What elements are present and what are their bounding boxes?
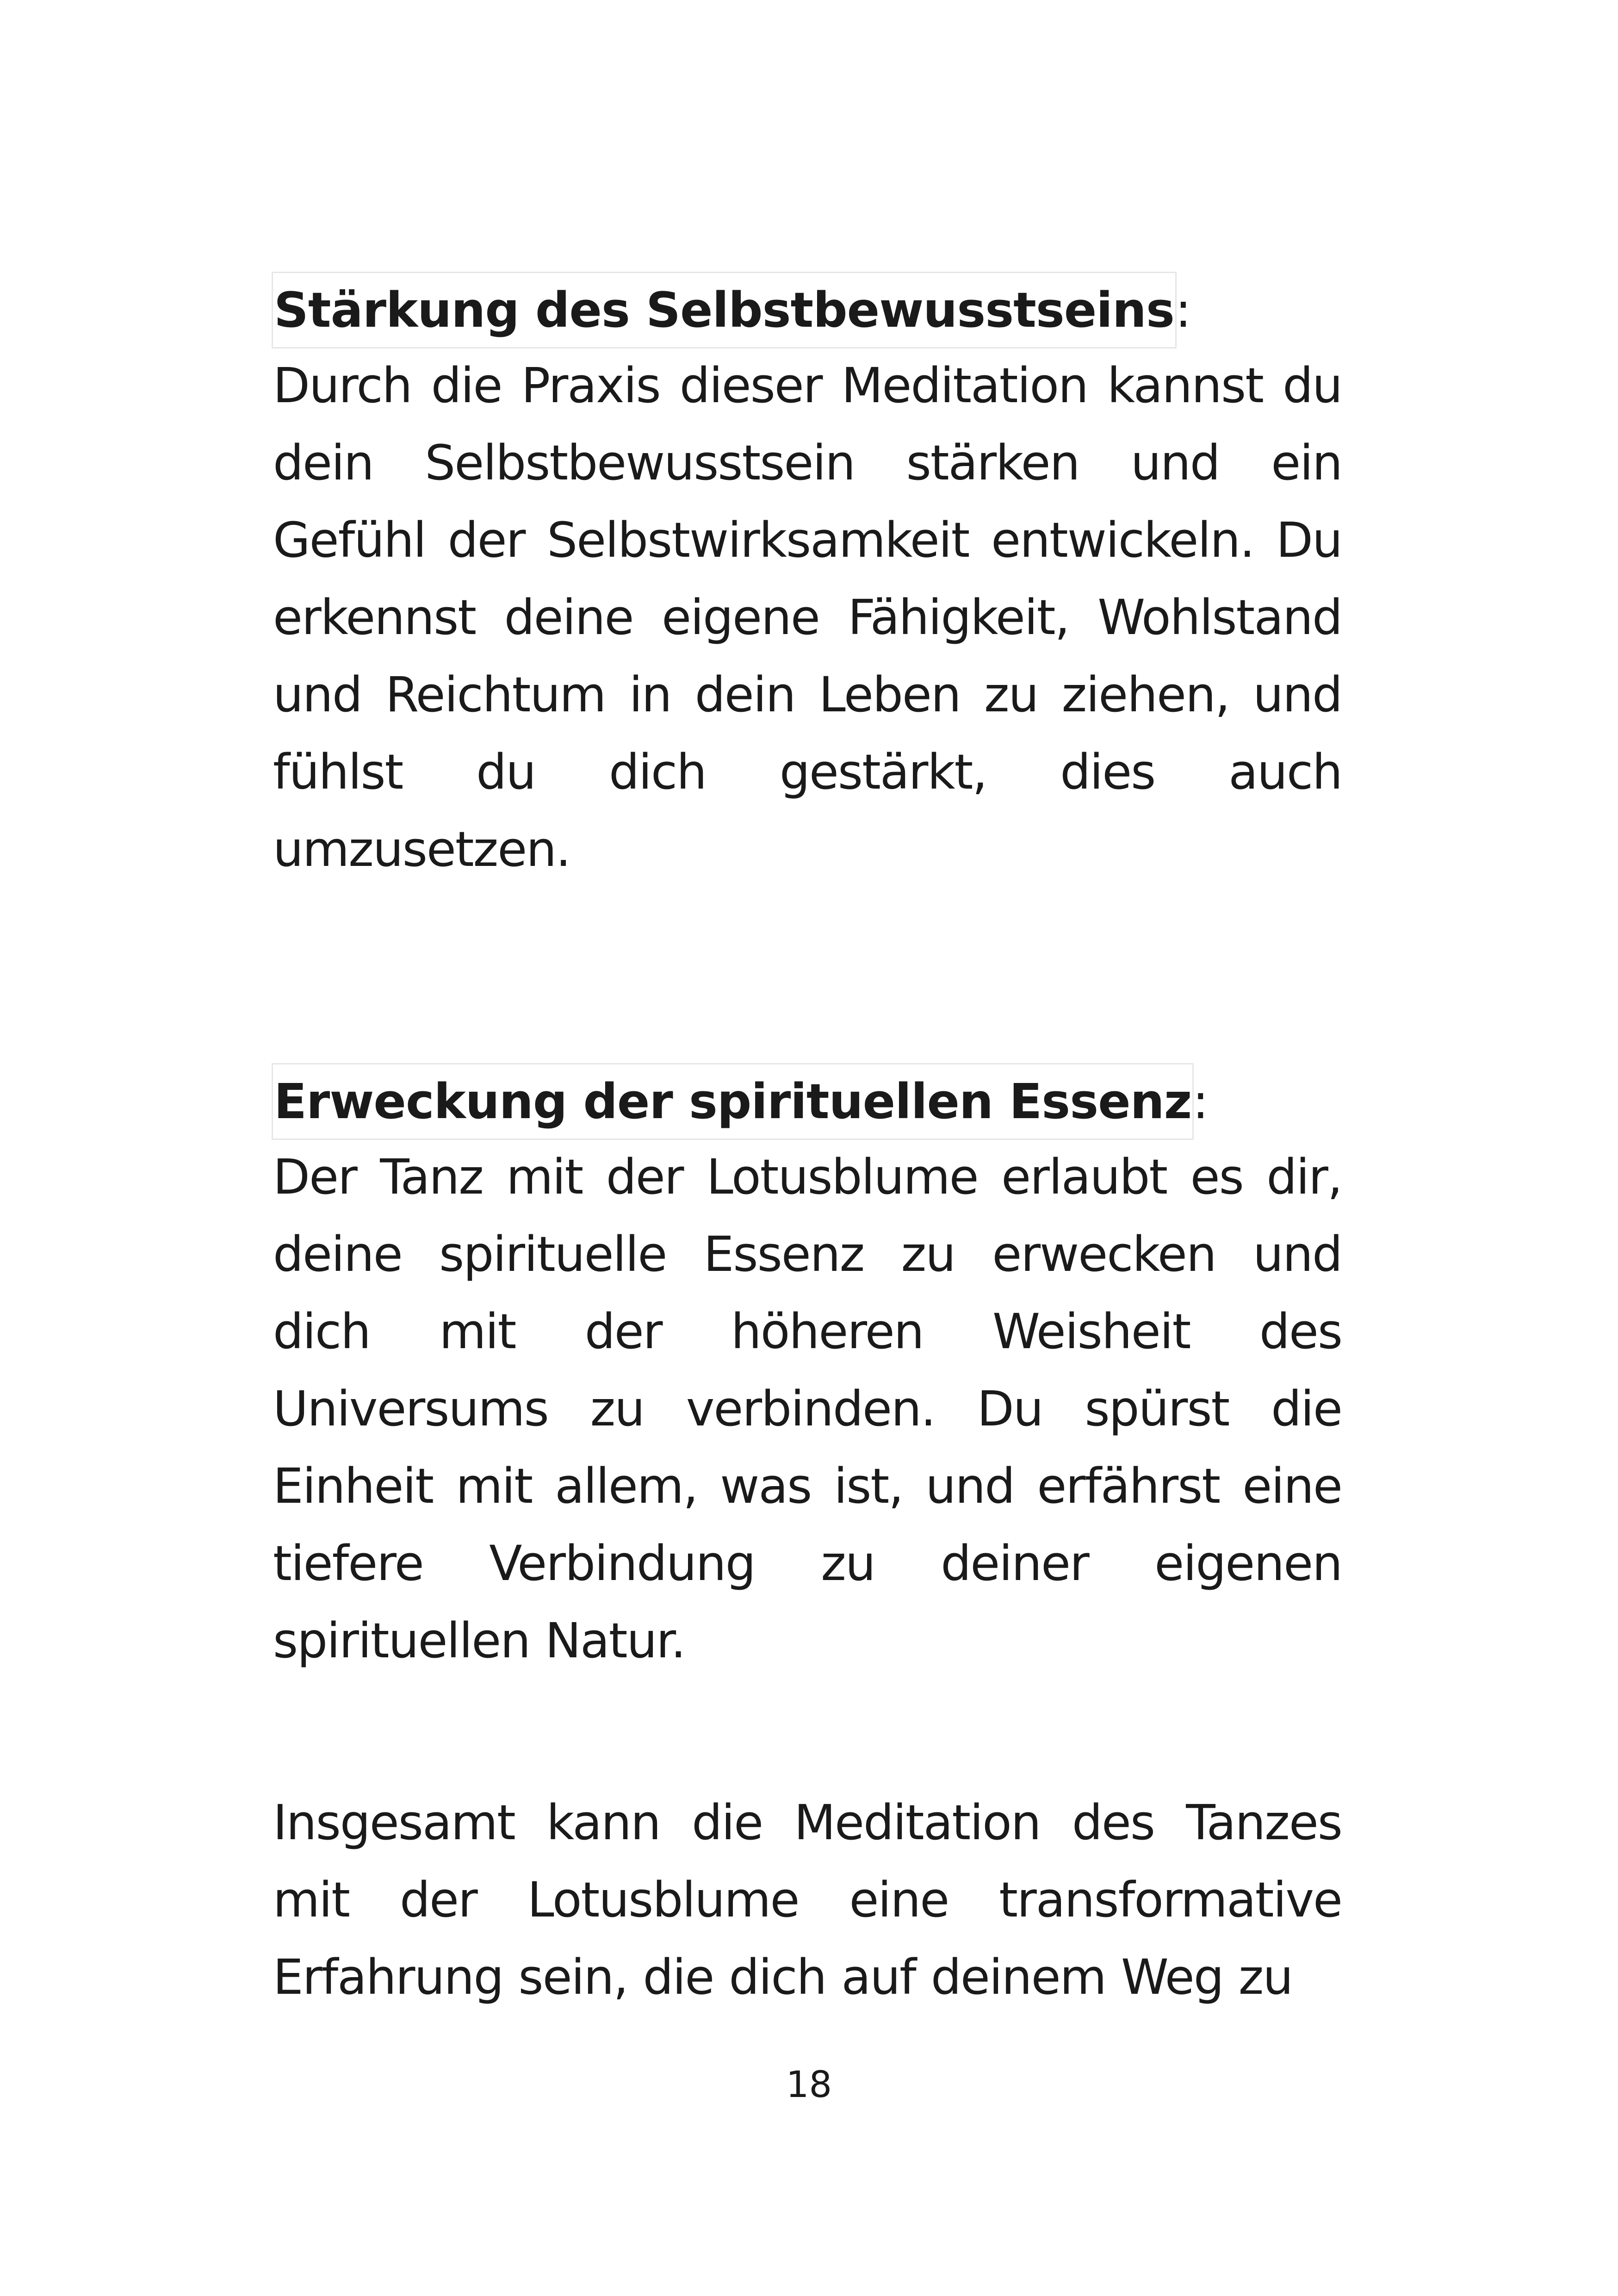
- heading-colon: :: [1192, 1073, 1209, 1130]
- section-heading: [273, 1064, 1342, 1139]
- heading-colon: :: [1175, 282, 1191, 338]
- section-body: Der Tanz mit der Lotusblume erlaubt es dir, deine spirituelle Essenz zu erwecken und dich mit der höheren Weisheit des Universums zu verbinden. Du spürst die Einheit mit allem, was ist, und erfährst eine tiefere Verbindung zu deiner eigenen spirituellen Natur.: [273, 1149, 1342, 1669]
- page-number: 18: [786, 2064, 832, 2106]
- section-heading: [273, 273, 1342, 347]
- closing-paragraph: Insgesamt kann die Meditation des Tanzes mit der Lotusblume eine transformative Erfahrung sein, die dich auf deinem Weg zu: [273, 1794, 1342, 2005]
- section-heading-text: Erweckung der spirituellen Essenz: [273, 1064, 1192, 1139]
- closing-section: [273, 1784, 1342, 2016]
- section-body: Durch die Praxis dieser Meditation kannst du dein Selbstbewusstsein stärken und ein Gefühl der Selbstwirksamkeit entwickeln. Du erkennst deine eigene Fähigkeit, Wohlstand und Reichtum in dein Leben zu ziehen, und fühlst du dich gestärkt, dies auch umzusetzen.: [273, 357, 1342, 877]
- section-heading-text: Stärkung des Selbstbewusstseins: [273, 273, 1175, 347]
- section-spiritual-essence: [273, 1064, 1342, 1680]
- section-self-confidence: [273, 273, 1342, 888]
